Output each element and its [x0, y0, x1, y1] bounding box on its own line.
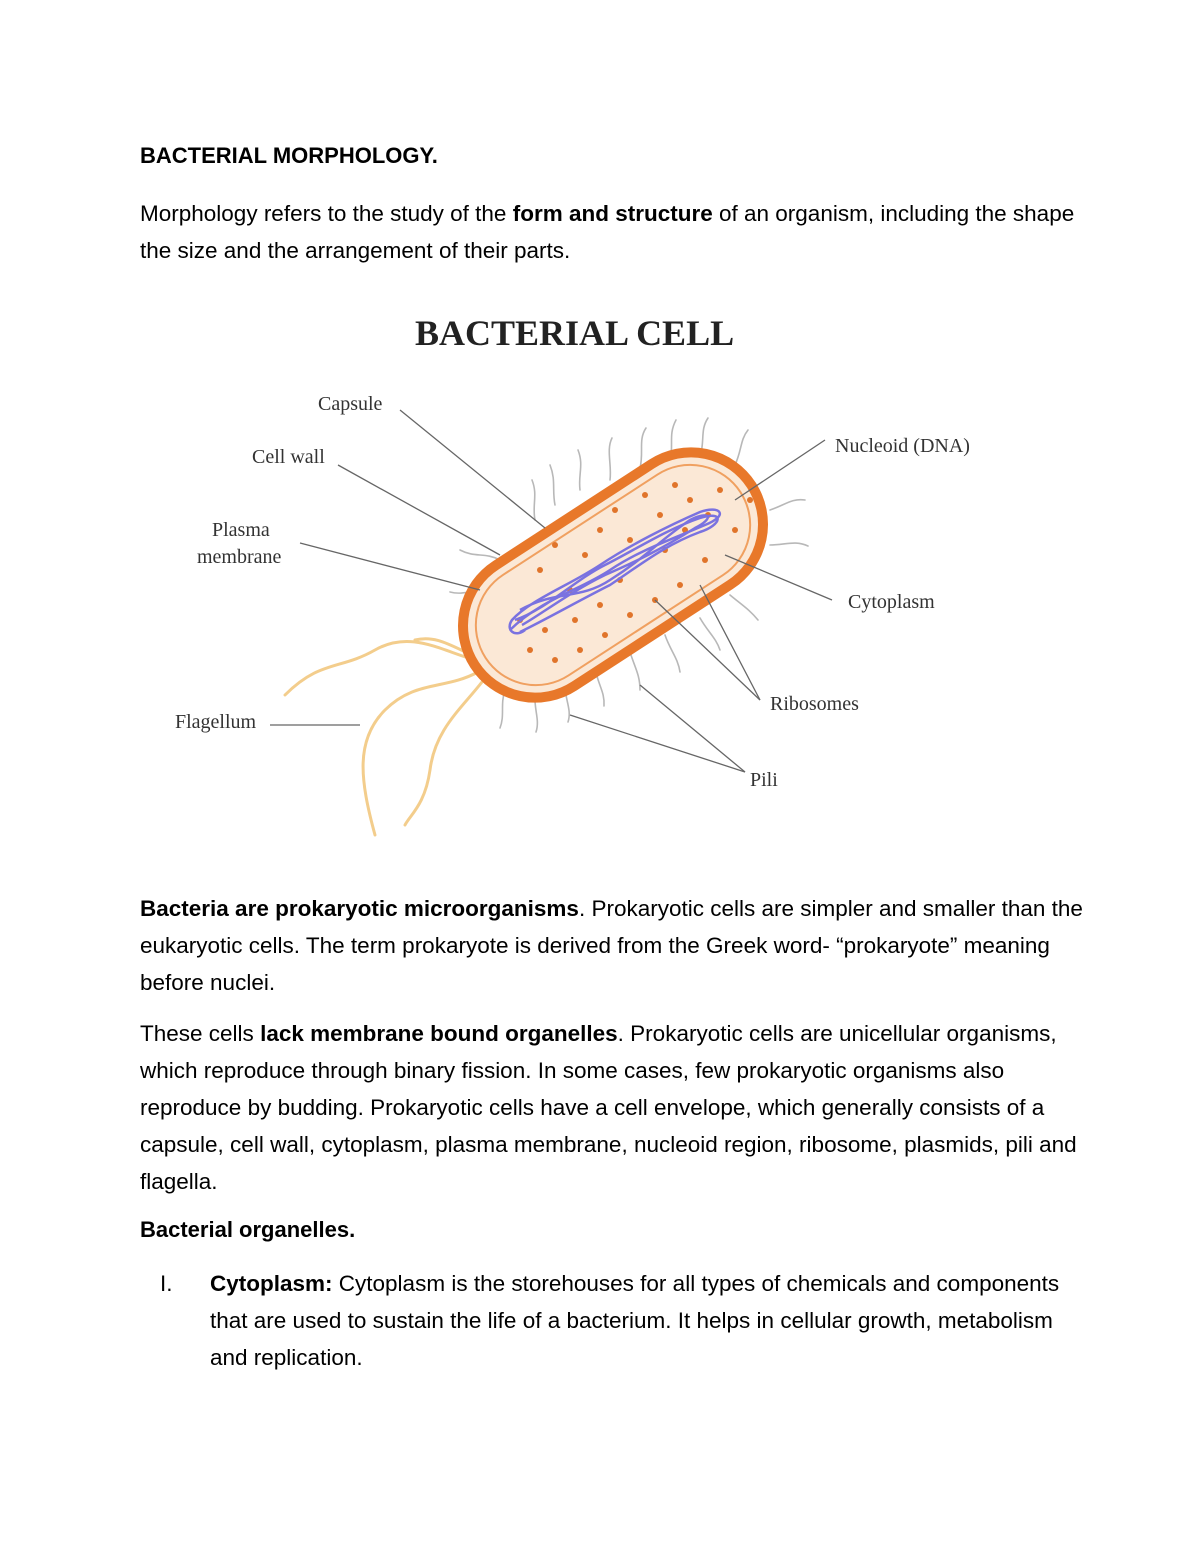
p3-bold: lack membrane bound organelles	[260, 1021, 618, 1046]
prokaryote-paragraph	[140, 890, 1100, 1001]
document-title: BACTERIAL MORPHOLOGY.	[140, 143, 438, 168]
label-pili: Pili	[750, 769, 778, 791]
nucleoid-leader	[735, 440, 825, 500]
pili-leader-1	[640, 685, 745, 772]
label-cytoplasm: Cytoplasm	[848, 591, 935, 613]
list-number: I.	[160, 1271, 173, 1296]
pilus	[630, 652, 640, 690]
p2-bold: Bacteria are prokaryotic microorganisms	[140, 896, 579, 921]
cell-body	[435, 425, 790, 725]
label-membrane: membrane	[197, 546, 282, 568]
flagella	[285, 639, 482, 835]
intro-paragraph	[140, 195, 1100, 269]
list-text: Cytoplasm is the storehouses for all types of chemicals and components that are used to sustain the life of a bacterium. It helps in cellular growth, metabolism and replication.	[210, 1271, 1060, 1370]
pilus	[609, 438, 612, 480]
pilus	[770, 500, 805, 510]
p3-text-2: . Prokaryotic cells are unicellular organisms, which reproduce through binary fission. In some cases, few prokaryotic organisms also reproduce by budding. Prokaryotic cells have a cell envelope, which generally consists of a capsule, cell wall, cytoplasm, plasma membrane, nucleoid region, ribosome, plasmids, pili and flagella.	[140, 1021, 1077, 1194]
cell-wall-shape	[435, 425, 790, 725]
pilus	[532, 480, 535, 520]
p2-text: . Prokaryotic cells are simpler and smaller than the eukaryotic cells. The term prokaryote is derived from the Greek word- “prokaryote” meaning before nuclei.	[140, 896, 1083, 995]
label-ribosomes: Ribosomes	[770, 693, 859, 715]
pili-leader-2	[570, 715, 745, 772]
pilus	[770, 543, 808, 546]
flagellum-strand-2	[363, 672, 478, 835]
pilus	[735, 430, 748, 465]
label-nucleoid: Nucleoid (DNA)	[835, 435, 970, 457]
flagellum-strand-3	[405, 682, 482, 825]
pilus	[578, 450, 581, 490]
bacterial-cell-diagram	[160, 300, 1020, 850]
diagram-title: BACTERIAL CELL	[415, 313, 735, 353]
label-capsule: Capsule	[318, 393, 383, 415]
capsule-leader	[400, 410, 545, 528]
pilus	[665, 635, 680, 672]
pilus	[640, 428, 646, 468]
label-plasma: Plasma	[212, 519, 270, 541]
cell-wall-leader	[338, 465, 500, 555]
label-cell-wall: Cell wall	[252, 446, 325, 468]
pilus	[730, 595, 758, 620]
ribosome-leader-2	[700, 585, 760, 700]
list-body	[210, 1265, 1090, 1376]
section-heading: Bacterial organelles.	[140, 1217, 356, 1242]
p3-text-1: These cells	[140, 1021, 261, 1046]
label-flagellum: Flagellum	[175, 711, 257, 733]
intro-text-1: Morphology refers to the study of the	[140, 201, 513, 226]
flagellum-strand-1	[285, 641, 475, 695]
plasma-leader	[300, 543, 480, 590]
intro-bold: form and structure	[512, 201, 713, 226]
intro-text-2: of an organism, including the shape the size and the arrangement of their parts.	[140, 201, 1075, 263]
organelles-paragraph	[140, 1015, 1100, 1200]
pilus	[550, 465, 555, 505]
list-term: Cytoplasm:	[210, 1271, 333, 1296]
